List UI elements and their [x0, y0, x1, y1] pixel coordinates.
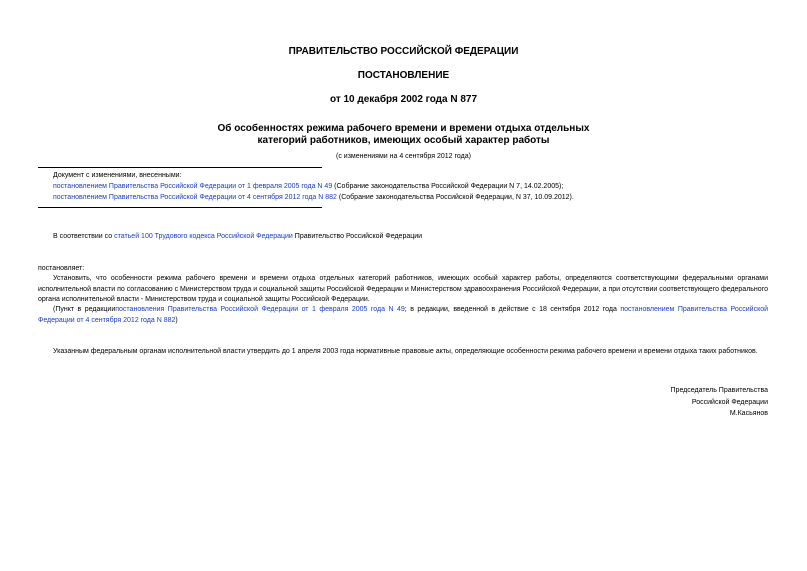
note-middle: ; в редакции, введенной в действие с 18 сентября 2012 года [404, 306, 621, 313]
divider-bottom [38, 207, 322, 208]
note-after: ) [175, 316, 178, 324]
clause-1: Установить, что особенности режима рабочего времени и времени отдыха отдельных категорий работников, имеющих особый характер работы, определяются соответствующими федеральными органами исполнительной власти по согласованию с Министерством труда и социальной защиты Российской Федерации и Министерством здравоохранения Российской Федерации, а при отсутствии соответствующего федерального органа исполнительной власти - Министерством труда и социальной защиты Российской Федерации. [38, 275, 768, 303]
resolves-text: постановляет: [38, 265, 85, 272]
document-title [0, 123, 807, 147]
revision-note: (с изменениями на 4 сентября 2012 года) [336, 153, 471, 160]
divider-top [38, 167, 322, 168]
document-type-heading: ПОСТАНОВЛЕНИЕ [357, 70, 450, 81]
clause-2: Указанным федеральным органам исполнительной власти утвердить до 1 апреля 2003 года нормативные правовые акты, определяющие особенности режима рабочего времени и времени отдыха таких работников. [53, 348, 758, 355]
document-title-line-1: Об особенностях режима рабочего времени и времени отдыха отдельных [217, 123, 590, 134]
amendment-source-2012: (Собрание законодательства Российской Федерации, N 37, 10.09.2012). [336, 194, 574, 201]
preamble-before: В соответствии со [53, 233, 115, 240]
signature-title-2: Российской Федерации [691, 398, 768, 406]
note-link-2005[interactable]: постановления Правительства Российской Федерации от 1 февраля 2005 года N 49 [115, 306, 405, 313]
preamble-after: Правительство Российской Федерации [292, 233, 423, 240]
clause-1-note [38, 305, 768, 326]
amendment-item [53, 182, 563, 192]
amendment-item [53, 193, 574, 203]
signature-block [671, 385, 768, 420]
amendment-source-2005: (Собрание законодательства Российской Федерации N 7, 14.02.2005); [332, 183, 564, 190]
amendment-link-2005[interactable]: постановлением Правительства Российской Федерации от 1 февраля 2005 года N 49 [53, 183, 333, 190]
signature-name: М.Касьянов [729, 410, 768, 417]
preamble [53, 232, 422, 242]
note-link-2012[interactable]: постановлением Правительства Российской Федерации от 4 сентября 2012 года N 882 [38, 306, 769, 324]
amendments-intro: Документ с изменениями, внесенными: [53, 172, 182, 179]
signature-title: Председатель Правительства [670, 387, 768, 394]
note-before: (Пункт в редакции [53, 306, 116, 313]
date-number-heading: от 10 декабря 2002 года N 877 [329, 94, 478, 105]
government-heading: ПРАВИТЕЛЬСТВО РОССИЙСКОЙ ФЕДЕРАЦИИ [288, 46, 519, 57]
amendment-link-2012[interactable]: постановлением Правительства Российской Федерации от 4 сентября 2012 года N 882 [53, 194, 337, 201]
labor-code-link[interactable]: статьей 100 Трудового кодекса Российской Федерации [114, 233, 293, 240]
document-title-line-2: категорий работников, имеющих особый характер работы [257, 135, 550, 146]
